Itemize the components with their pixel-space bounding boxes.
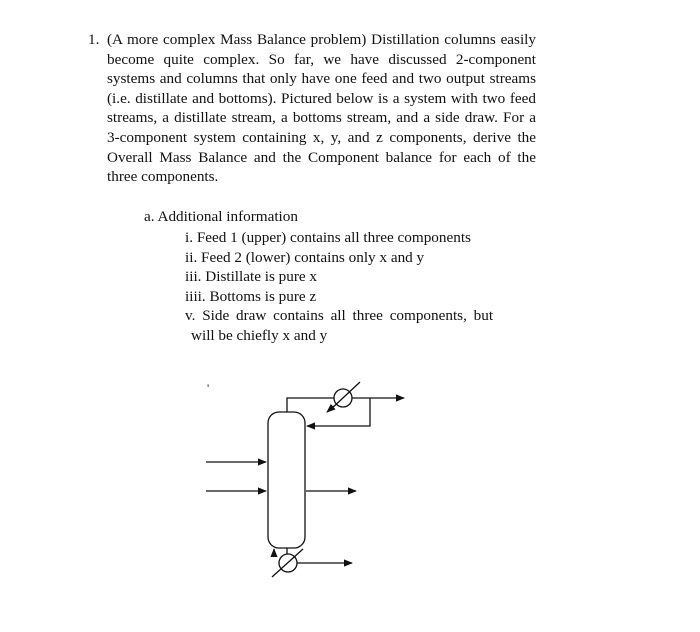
column-body <box>268 412 305 548</box>
info-item-distillate: iii. Distillate is pure x <box>185 268 318 286</box>
info-item-side-draw: v. Side draw contains all three components, but <box>185 307 494 325</box>
problem-text: (A more complex Mass Balance problem) Distillation columns easily become quite complex. So far, we have discussed 2-component systems and columns that only have one feed and two output streams (i.e. distillate and bottoms). Pictured below is a system with two feed streams, a distillate stream, a bottoms stream, and a side draw. For a 3-component system containing x, y, and z components, derive the Overall Mass Balance and the Component balance for each of the three components. <box>107 31 536 186</box>
condenser-coolant-arrow <box>327 406 334 412</box>
info-item-feed1: i. Feed 1 (upper) contains all three components <box>185 229 471 246</box>
additional-info-heading: a. Additional information <box>144 208 298 225</box>
info-item-bottoms: iiii. Bottoms is pure z <box>185 287 317 305</box>
overhead-vapor-line <box>287 398 334 412</box>
stray-mark: ' <box>207 381 210 395</box>
info-item-feed2: ii. Feed 2 (lower) contains only x and y <box>185 248 425 266</box>
info-item-side-draw-cont: will be chiefly x and y <box>191 326 328 344</box>
problem-number: 1. <box>88 31 100 48</box>
